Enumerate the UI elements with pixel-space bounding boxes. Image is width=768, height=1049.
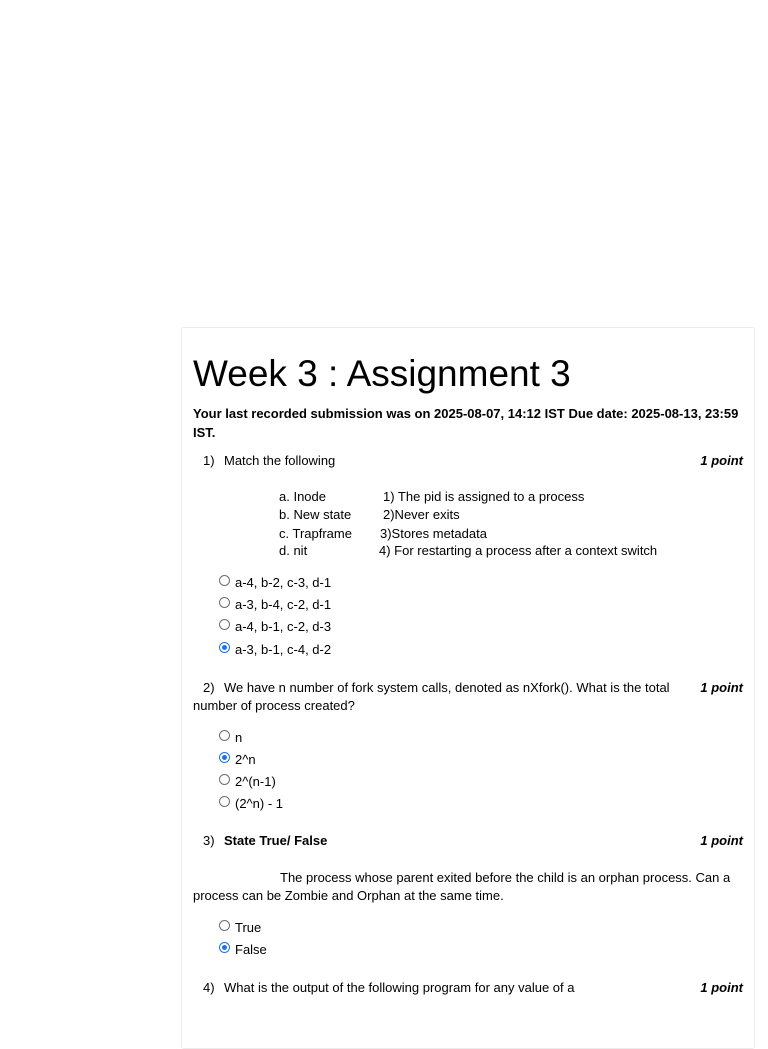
q2-option-2-label[interactable]: 2^n	[235, 752, 256, 767]
question-4-points: 1 point	[700, 980, 743, 995]
q1-option-4-label[interactable]: a-3, b-1, c-4, d-2	[235, 642, 332, 657]
q2-option-4-radio[interactable]	[219, 796, 230, 807]
question-4-number: 4)	[203, 980, 215, 995]
q1-option-1-label[interactable]: a-4, b-2, c-3, d-1	[235, 575, 332, 590]
q2-option-2-radio[interactable]	[219, 752, 230, 763]
q3-option-2-label[interactable]: False	[235, 942, 267, 957]
q3-option-2-radio[interactable]	[219, 942, 230, 953]
q1-option-3-label[interactable]: a-4, b-1, c-2, d-3	[235, 619, 332, 634]
q1-option-1-radio[interactable]	[219, 575, 230, 586]
question-1-text: Match the following	[224, 453, 336, 468]
match-right-2: 2)Never exits	[383, 507, 460, 522]
question-2-points: 1 point	[700, 680, 743, 695]
q1-option-2-radio[interactable]	[219, 597, 230, 608]
match-right-4: 4) For restarting a process after a context switch	[379, 543, 658, 558]
match-left-d: d. nit	[279, 543, 308, 558]
question-2-text-line2: number of process created?	[193, 698, 355, 713]
due-date-text: Due date: 2025-08-13, 23:59 IST.	[193, 406, 739, 440]
question-3-body-line1: The process whose parent exited before the child is an orphan process. Can a	[280, 870, 731, 885]
q1-option-2-label[interactable]: a-3, b-4, c-2, d-1	[235, 597, 332, 612]
question-2-number: 2)	[203, 680, 215, 695]
match-left-a: a. Inode	[279, 489, 326, 504]
question-1-number: 1)	[203, 453, 215, 468]
q1-option-3-radio[interactable]	[219, 619, 230, 630]
q3-option-1-radio[interactable]	[219, 920, 230, 931]
q2-option-1-label[interactable]: n	[235, 730, 243, 745]
q2-option-3-radio[interactable]	[219, 774, 230, 785]
question-3-body-line2: process can be Zombie and Orphan at the same time.	[193, 888, 504, 903]
q2-option-4-label[interactable]: (2^n) - 1	[235, 796, 284, 811]
last-submission-text: Your last recorded submission was on 2025-08-07, 14:12 IST	[193, 406, 565, 421]
q2-option-1-radio[interactable]	[219, 730, 230, 741]
q2-option-3-label[interactable]: 2^(n-1)	[235, 774, 276, 789]
match-left-b: b. New state	[279, 507, 352, 522]
question-3-points: 1 point	[700, 833, 743, 848]
question-2-text-line1: We have n number of fork system calls, denoted as nXfork(). What is the total	[224, 680, 670, 695]
page-title: Week 3 : Assignment 3	[193, 353, 571, 394]
submission-info	[193, 404, 753, 442]
question-3-text: State True/ False	[224, 833, 328, 848]
match-right-1: 1) The pid is assigned to a process	[383, 489, 585, 504]
question-1-points: 1 point	[700, 453, 743, 468]
question-4-text: What is the output of the following program for any value of a	[224, 980, 575, 995]
q3-option-1-label[interactable]: True	[235, 920, 262, 935]
match-right-3: 3)Stores metadata	[380, 526, 487, 541]
match-left-c: c. Trapframe	[279, 526, 352, 541]
q1-option-4-radio[interactable]	[219, 642, 230, 653]
question-3-number: 3)	[203, 833, 215, 848]
